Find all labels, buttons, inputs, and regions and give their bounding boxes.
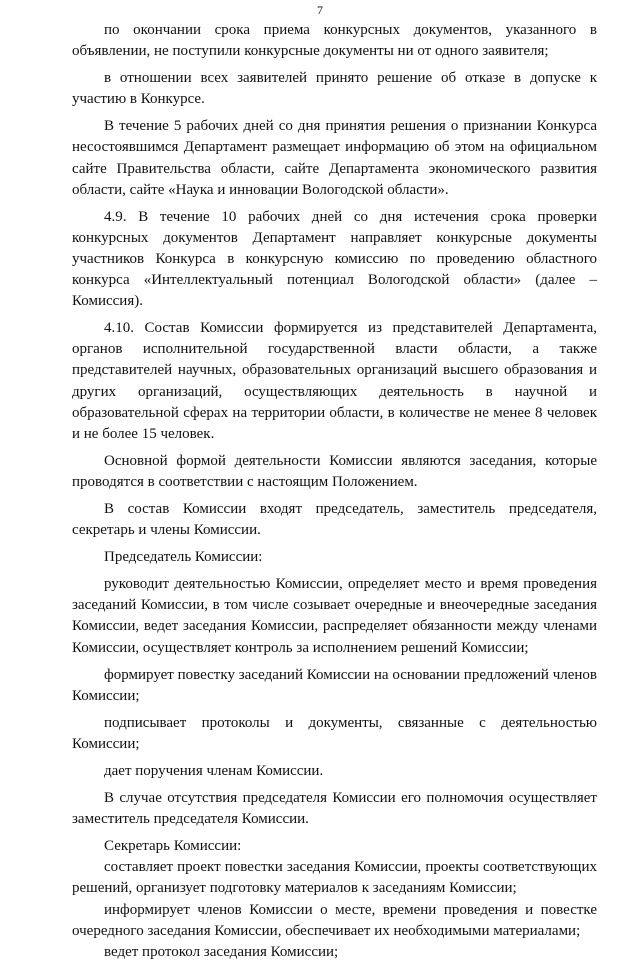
paragraph: руководит деятельностью Комиссии, определяет место и время проведения заседаний Комиссии, в том числе созывает очередные и внеочередные заседания Комиссии, ведет заседания Комиссии, распределяет обязанности между членами Комиссии, осуществляет контроль за исполнением решений Комиссии; — [72, 576, 597, 656]
paragraph: 4.10. Состав Комиссии формируется из представителей Департамента, органов исполнительной государственной власти области, а также представителей научных, образовательных организаций высшего образования и других организаций, осуществляющих деятельность в научной и образовательной сферах на территории области, в количестве не менее 8 человек и не более 15 человек. — [72, 320, 597, 442]
paragraph: В случае отсутствия председателя Комиссии его полномочия осуществляет заместитель председателя Комиссии. — [72, 790, 597, 828]
page-number: 7 — [317, 3, 323, 17]
paragraph: формирует повестку заседаний Комиссии на основании предложений членов Комиссии; — [72, 666, 597, 704]
paragraph: Секретарь Комиссии: — [104, 838, 242, 855]
paragraph: Председатель Комиссии: — [104, 549, 263, 566]
paragraph: Основной формой деятельности Комиссии являются заседания, которые проводятся в соответствии с настоящим Положением. — [72, 452, 597, 490]
paragraph: по окончании срока приема конкурсных документов, указанного в объявлении, не поступили конкурсные документы ни от одного заявителя; — [72, 22, 597, 60]
paragraph: 4.9. В течение 10 рабочих дней со дня истечения срока проверки конкурсных документов Департамент направляет конкурсные документы участников Конкурса в конкурсную комиссию по проведению областного конкурса «Интеллектуальный потенциал Вологодской области» (далее – Комиссия). — [72, 208, 597, 310]
paragraph: в отношении всех заявителей принято решение об отказе в допуске к участию в Конкурсе. — [72, 70, 597, 108]
paragraph: информирует членов Комиссии о месте, времени проведения и повестке очередного заседания Комиссии, обеспечивает их необходимыми материалами; — [72, 901, 597, 939]
document-body — [72, 20, 597, 963]
paragraph: В состав Комиссии входят председатель, заместитель председателя, секретарь и члены Комиссии. — [72, 500, 597, 539]
paragraph: дает поручения членам Комиссии. — [104, 763, 324, 779]
paragraph: ведет протокол заседания Комиссии; — [104, 943, 339, 960]
paragraph: составляет проект повестки заседания Комиссии, проекты соответствующих решений, организует подготовку материалов к заседаниям Комиссии; — [72, 859, 597, 897]
paragraph: подписывает протоколы и документы, связанные с деятельностью Комиссии; — [72, 714, 597, 752]
paragraph: В течение 5 рабочих дней со дня принятия решения о признании Конкурса несостоявшимся Департамент размещает информацию об этом на официальном сайте Правительства области, сайте Департамента экономического развития области, сайте «Наука и инновации Вологодской области». — [72, 118, 597, 198]
